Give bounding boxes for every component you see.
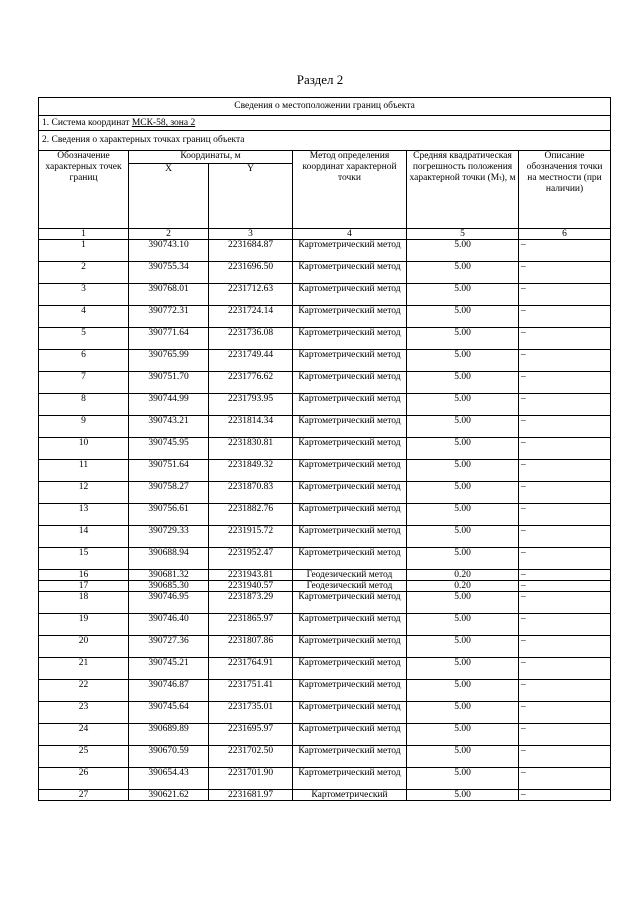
description-cell: – — [519, 460, 611, 482]
coord-x-cell: 390745.21 — [129, 658, 209, 680]
method-cell: Картометрический метод — [293, 658, 407, 680]
point-number-cell: 13 — [39, 504, 129, 526]
method-cell: Картометрический метод — [293, 284, 407, 306]
accuracy-cell: 5.00 — [407, 394, 519, 416]
point-number-cell: 24 — [39, 724, 129, 746]
column-number: 6 — [519, 229, 611, 240]
description-cell: – — [519, 790, 611, 801]
table-row — [39, 636, 611, 658]
description-cell: – — [519, 570, 611, 581]
table-row — [39, 240, 611, 262]
coord-y-cell: 2231814.34 — [209, 416, 293, 438]
description-cell: – — [519, 636, 611, 658]
boundary-points-table — [38, 97, 611, 801]
coord-y-cell: 2231865.97 — [209, 614, 293, 636]
page-title: Раздел 2 — [296, 72, 344, 87]
coord-x-cell: 390765.99 — [129, 350, 209, 372]
description-cell: – — [519, 394, 611, 416]
table-row — [39, 394, 611, 416]
table-row — [39, 746, 611, 768]
coord-x-cell: 390654.43 — [129, 768, 209, 790]
accuracy-cell: 5.00 — [407, 460, 519, 482]
method-cell: Картометрический метод — [293, 306, 407, 328]
method-cell: Картометрический метод — [293, 262, 407, 284]
point-number-cell: 16 — [39, 570, 129, 581]
description-cell: – — [519, 372, 611, 394]
coord-x-cell: 390772.31 — [129, 306, 209, 328]
method-cell: Картометрический метод — [293, 504, 407, 526]
coord-x-cell: 390670.59 — [129, 746, 209, 768]
table-row — [39, 306, 611, 328]
point-number-cell: 23 — [39, 702, 129, 724]
coord-y-cell: 2231724.14 — [209, 306, 293, 328]
point-number-cell: 27 — [39, 790, 129, 801]
coord-y-cell: 2231940.57 — [209, 581, 293, 592]
method-cell: Картометрический метод — [293, 724, 407, 746]
accuracy-cell: 5.00 — [407, 724, 519, 746]
table-row — [39, 262, 611, 284]
accuracy-cell: 5.00 — [407, 658, 519, 680]
coord-x-cell: 390768.01 — [129, 284, 209, 306]
table-row — [39, 768, 611, 790]
method-cell: Картометрический метод — [293, 328, 407, 350]
column-number: 4 — [293, 229, 407, 240]
coord-y-cell: 2231696.50 — [209, 262, 293, 284]
coord-x-cell: 390681.32 — [129, 570, 209, 581]
description-cell: – — [519, 581, 611, 592]
coord-y-cell: 2231712.63 — [209, 284, 293, 306]
header-method: Метод определения координат характерной точки — [293, 151, 407, 229]
accuracy-cell: 5.00 — [407, 702, 519, 724]
description-cell: – — [519, 306, 611, 328]
method-cell: Картометрический метод — [293, 636, 407, 658]
coord-system-label: 1. Система координат — [42, 118, 130, 128]
table-row — [39, 548, 611, 570]
table-row — [39, 284, 611, 306]
coord-x-cell: 390746.87 — [129, 680, 209, 702]
coord-x-cell: 390745.95 — [129, 438, 209, 460]
coord-y-cell: 2231882.76 — [209, 504, 293, 526]
method-cell: Картометрический метод — [293, 482, 407, 504]
method-cell: Картометрический метод — [293, 702, 407, 724]
point-number-cell: 15 — [39, 548, 129, 570]
point-number-cell: 7 — [39, 372, 129, 394]
table-row — [39, 680, 611, 702]
coord-y-cell: 2231751.41 — [209, 680, 293, 702]
accuracy-cell: 5.00 — [407, 680, 519, 702]
coord-x-cell: 390729.33 — [129, 526, 209, 548]
coord-x-cell: 390746.40 — [129, 614, 209, 636]
accuracy-cell: 5.00 — [407, 438, 519, 460]
method-cell: Картометрический метод — [293, 526, 407, 548]
accuracy-cell: 5.00 — [407, 526, 519, 548]
point-number-cell: 11 — [39, 460, 129, 482]
description-cell: – — [519, 526, 611, 548]
coord-x-cell: 390755.34 — [129, 262, 209, 284]
header-point: Обозначение характерных точек границ — [39, 151, 129, 229]
coord-y-cell: 2231849.32 — [209, 460, 293, 482]
accuracy-cell: 0.20 — [407, 570, 519, 581]
method-cell: Картометрический метод — [293, 768, 407, 790]
coord-y-cell: 2231776.62 — [209, 372, 293, 394]
coord-x-cell: 390685.30 — [129, 581, 209, 592]
coord-x-cell: 390745.64 — [129, 702, 209, 724]
description-cell: – — [519, 680, 611, 702]
coord-x-cell: 390746.95 — [129, 592, 209, 614]
table-row — [39, 504, 611, 526]
accuracy-cell: 5.00 — [407, 328, 519, 350]
point-number-cell: 9 — [39, 416, 129, 438]
header-accuracy: Средняя квадратическая погрешность положения характерной точки (Mₜ), м — [407, 151, 519, 229]
method-cell: Геодезический метод — [293, 570, 407, 581]
table-row — [39, 328, 611, 350]
method-cell: Картометрический метод — [293, 746, 407, 768]
coord-y-cell: 2231702.50 — [209, 746, 293, 768]
point-number-cell: 5 — [39, 328, 129, 350]
method-cell: Картометрический метод — [293, 460, 407, 482]
point-number-cell: 1 — [39, 240, 129, 262]
table-row — [39, 614, 611, 636]
method-cell: Картометрический метод — [293, 548, 407, 570]
coord-x-cell: 390758.27 — [129, 482, 209, 504]
coord-x-cell: 390751.70 — [129, 372, 209, 394]
method-cell: Картометрический метод — [293, 240, 407, 262]
accuracy-cell: 5.00 — [407, 240, 519, 262]
coord-x-cell: 390727.36 — [129, 636, 209, 658]
coord-x-cell: 390744.99 — [129, 394, 209, 416]
header-description: Описание обозначения точки на местности (при наличии) — [519, 151, 611, 229]
table-row — [39, 658, 611, 680]
point-number-cell: 10 — [39, 438, 129, 460]
coord-y-cell: 2231952.47 — [209, 548, 293, 570]
point-number-cell: 25 — [39, 746, 129, 768]
coord-y-cell: 2231684.87 — [209, 240, 293, 262]
description-cell: – — [519, 438, 611, 460]
coord-y-cell: 2231807.86 — [209, 636, 293, 658]
table-row — [39, 416, 611, 438]
coord-x-cell: 390751.64 — [129, 460, 209, 482]
description-cell: – — [519, 328, 611, 350]
method-cell: Картометрический — [293, 790, 407, 801]
accuracy-cell: 5.00 — [407, 372, 519, 394]
header-coords: Координаты, м — [129, 151, 293, 164]
coord-x-cell: 390688.94 — [129, 548, 209, 570]
method-cell: Картометрический метод — [293, 438, 407, 460]
method-cell: Картометрический метод — [293, 372, 407, 394]
coord-y-cell: 2231736.08 — [209, 328, 293, 350]
header-y: Y — [209, 164, 293, 229]
coord-y-cell: 2231749.44 — [209, 350, 293, 372]
accuracy-cell: 5.00 — [407, 790, 519, 801]
coord-x-cell: 390743.21 — [129, 416, 209, 438]
point-number-cell: 2 — [39, 262, 129, 284]
column-number: 3 — [209, 229, 293, 240]
coord-x-cell: 390689.89 — [129, 724, 209, 746]
coord-y-cell: 2231830.81 — [209, 438, 293, 460]
point-number-cell: 4 — [39, 306, 129, 328]
accuracy-cell: 5.00 — [407, 284, 519, 306]
description-cell: – — [519, 614, 611, 636]
description-cell: – — [519, 504, 611, 526]
coord-y-cell: 2231943.81 — [209, 570, 293, 581]
column-number: 2 — [129, 229, 209, 240]
coord-y-cell: 2231915.72 — [209, 526, 293, 548]
method-cell: Картометрический метод — [293, 350, 407, 372]
description-cell: – — [519, 724, 611, 746]
accuracy-cell: 0.20 — [407, 581, 519, 592]
column-numbers-row — [39, 229, 611, 240]
column-number: 5 — [407, 229, 519, 240]
header-x: X — [129, 164, 209, 229]
point-number-cell: 3 — [39, 284, 129, 306]
description-cell: – — [519, 746, 611, 768]
table-row — [39, 482, 611, 504]
point-number-cell: 26 — [39, 768, 129, 790]
accuracy-cell: 5.00 — [407, 350, 519, 372]
accuracy-cell: 5.00 — [407, 504, 519, 526]
accuracy-cell: 5.00 — [407, 416, 519, 438]
point-number-cell: 14 — [39, 526, 129, 548]
table-row — [39, 350, 611, 372]
coord-y-cell: 2231793.95 — [209, 394, 293, 416]
table-title: Сведения о местоположении границ объекта — [39, 98, 611, 116]
point-number-cell: 19 — [39, 614, 129, 636]
coord-y-cell: 2231873.29 — [209, 592, 293, 614]
coord-y-cell: 2231681.97 — [209, 790, 293, 801]
table-row — [39, 438, 611, 460]
point-number-cell: 20 — [39, 636, 129, 658]
accuracy-cell: 5.00 — [407, 768, 519, 790]
method-cell: Картометрический метод — [293, 416, 407, 438]
table-row — [39, 581, 611, 592]
accuracy-cell: 5.00 — [407, 592, 519, 614]
table-row — [39, 460, 611, 482]
description-cell: – — [519, 284, 611, 306]
point-number-cell: 21 — [39, 658, 129, 680]
coord-system-value: МСК-58, зона 2 — [131, 118, 196, 128]
table-row — [39, 592, 611, 614]
description-cell: – — [519, 768, 611, 790]
coord-system-row — [39, 116, 611, 131]
table-row — [39, 790, 611, 801]
accuracy-cell: 5.00 — [407, 636, 519, 658]
coord-y-cell: 2231764.91 — [209, 658, 293, 680]
point-number-cell: 22 — [39, 680, 129, 702]
accuracy-cell: 5.00 — [407, 548, 519, 570]
description-cell: – — [519, 262, 611, 284]
coord-x-cell: 390621.62 — [129, 790, 209, 801]
method-cell: Картометрический метод — [293, 680, 407, 702]
point-number-cell: 6 — [39, 350, 129, 372]
accuracy-cell: 5.00 — [407, 614, 519, 636]
point-number-cell: 18 — [39, 592, 129, 614]
method-cell: Картометрический метод — [293, 394, 407, 416]
table-row — [39, 702, 611, 724]
method-cell: Геодезический метод — [293, 581, 407, 592]
point-number-cell: 17 — [39, 581, 129, 592]
accuracy-cell: 5.00 — [407, 482, 519, 504]
description-cell: – — [519, 482, 611, 504]
method-cell: Картометрический метод — [293, 592, 407, 614]
table-row — [39, 372, 611, 394]
description-cell: – — [519, 548, 611, 570]
coord-x-cell: 390743.10 — [129, 240, 209, 262]
coord-y-cell: 2231735.01 — [209, 702, 293, 724]
description-cell: – — [519, 658, 611, 680]
method-cell: Картометрический метод — [293, 614, 407, 636]
accuracy-cell: 5.00 — [407, 262, 519, 284]
table-row — [39, 724, 611, 746]
coord-y-cell: 2231695.97 — [209, 724, 293, 746]
description-cell: – — [519, 416, 611, 438]
accuracy-cell: 5.00 — [407, 306, 519, 328]
description-cell: – — [519, 240, 611, 262]
coord-x-cell: 390756.61 — [129, 504, 209, 526]
description-cell: – — [519, 350, 611, 372]
description-cell: – — [519, 702, 611, 724]
column-number: 1 — [39, 229, 129, 240]
accuracy-cell: 5.00 — [407, 746, 519, 768]
coord-y-cell: 2231701.90 — [209, 768, 293, 790]
point-number-cell: 12 — [39, 482, 129, 504]
table-row — [39, 526, 611, 548]
coord-y-cell: 2231870.83 — [209, 482, 293, 504]
points-label: 2. Сведения о характерных точках границ объекта — [39, 131, 611, 151]
table-row — [39, 570, 611, 581]
point-number-cell: 8 — [39, 394, 129, 416]
description-cell: – — [519, 592, 611, 614]
coord-x-cell: 390771.64 — [129, 328, 209, 350]
